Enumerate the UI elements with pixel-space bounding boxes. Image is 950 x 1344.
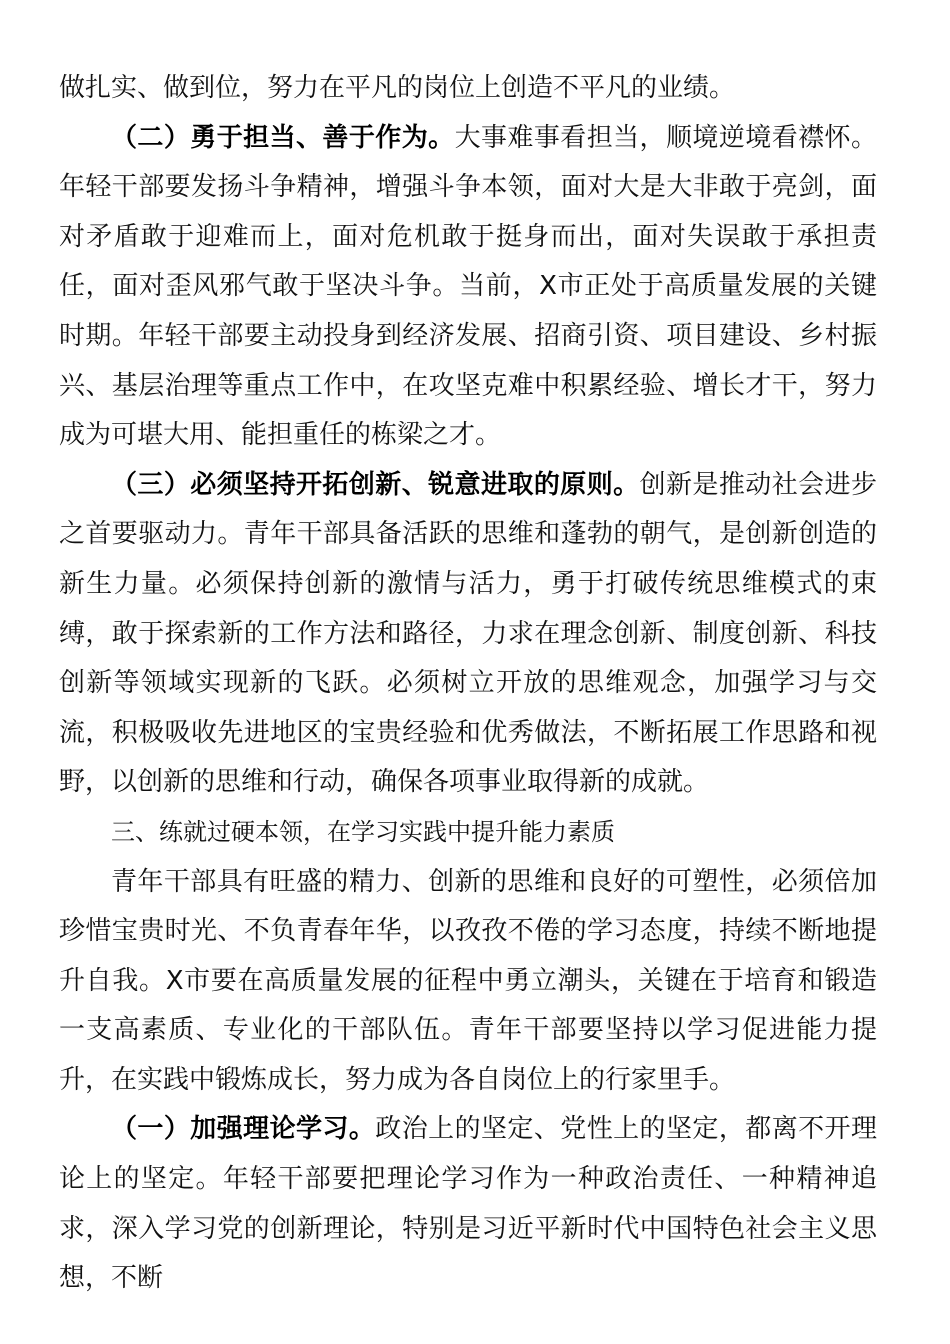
paragraph-text: 青年干部具有旺盛的精力、创新的思维和良好的可塑性，必须倍加珍惜宝贵时光、不负青春年华，以孜孜不倦的学习态度，持续不断地提升自我。X市要在高质量发展的征程中勇立潮头，关键在于培育和锻造一支高素质、专业化的干部队伍。青年干部要坚持以学习促进能力提升，在实践中锻炼成长，努力成为各自岗位上的行家里手。 bbox=[59, 866, 877, 1095]
paragraph-heading: （一）加强理论学习。 bbox=[111, 1114, 376, 1145]
paragraph-learning bbox=[59, 858, 877, 1106]
paragraph-text: 做扎实、做到位，努力在平凡的岗位上创造不平凡的业绩。 bbox=[59, 73, 736, 103]
paragraph-take-responsibility bbox=[59, 114, 877, 461]
section-heading: 三、练就过硬本领，在学习实践中提升能力素质 bbox=[111, 817, 615, 846]
paragraph-text: 创新是推动社会进步之首要驱动力。青年干部具备活跃的思维和蓬勃的朝气，是创新创造的新生力量。必须保持创新的激情与活力，勇于打破传统思维模式的束缚，敢于探索新的工作方法和路径，力求在理念创新、制度创新、科技创新等领域实现新的飞跃。必须树立开放的思维观念，加强学习与交流，积极吸收先进地区的宝贵经验和优秀做法，不断拓展工作思路和视野，以创新的思维和行动，确保各项事业取得新的成就。 bbox=[59, 469, 877, 798]
paragraph-text: 大事难事看担当，顺境逆境看襟怀。年轻干部要发扬斗争精神，增强斗争本领，面对大是大非敢于亮剑，面对矛盾敢于迎难而上，面对危机敢于挺身而出，面对失误敢于承担责任，面对歪风邪气敢于坚决斗争。当前，X市正处于高质量发展的关键时期。年轻干部要主动投身到经济发展、招商引资、项目建设、乡村振兴、基层治理等重点工作中，在攻坚克难中积累经验、增长才干，努力成为可堪大用、能担重任的栋梁之才。 bbox=[59, 122, 877, 451]
paragraph-heading: （二）勇于担当、善于作为。 bbox=[111, 122, 455, 153]
paragraph-theory-study bbox=[59, 1105, 877, 1303]
paragraph-text: 政治上的坚定、党性上的坚定，都离不开理论上的坚定。年轻干部要把理论学习作为一种政治责任、一种精神追求，深入学习党的创新理论，特别是习近平新时代中国特色社会主义思想，不断 bbox=[59, 1114, 877, 1294]
paragraph-innovation bbox=[59, 461, 877, 808]
paragraph-continuation bbox=[59, 64, 877, 114]
paragraph-heading: （三）必须坚持开拓创新、锐意进取的原则。 bbox=[111, 469, 640, 500]
document-page bbox=[59, 64, 877, 1304]
